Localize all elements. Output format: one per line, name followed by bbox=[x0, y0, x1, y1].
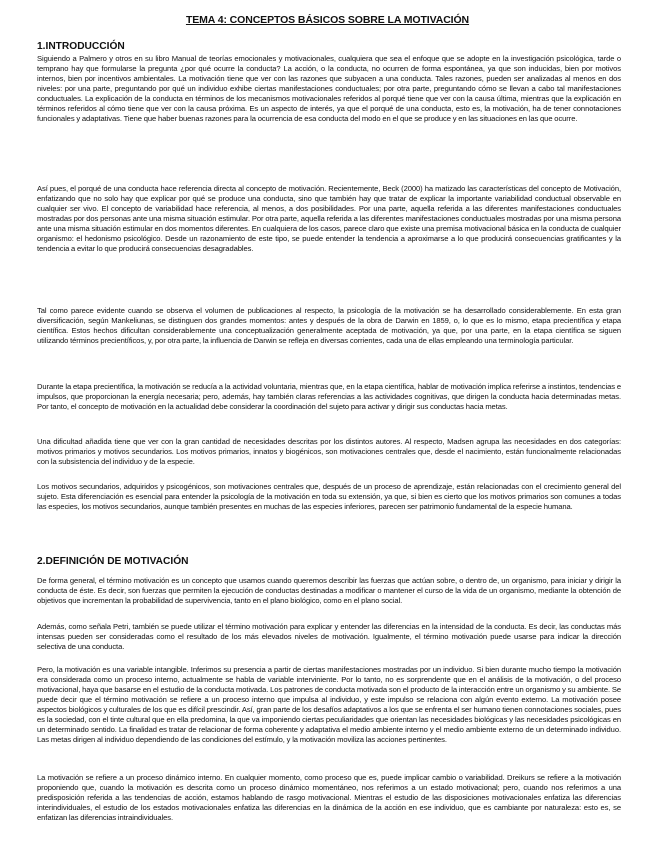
document-title: TEMA 4: CONCEPTOS BÁSICOS SOBRE LA MOTIVACIÓN bbox=[185, 14, 470, 26]
paragraph: Pero, la motivación es una variable intangible. Inferimos su presencia a partir de ciertas manifestaciones mostradas por un individuo. Si bien durante mucho tiempo la motivación era considerada como un proceso interno, actualmente se habla de variable interviniente. Por lo tanto, no es sorprendente que en el análisis de la motivación, o del proceso motivacional, haya que basarse en el estudio de la conducta motivada. Los patrones de conducta motivada son el producto de la interacción entre un organismo y su ambiente. Se puede decir que el término motivación se refiere a un proceso interno que impulsa al individuo, y este impulso se relaciona con algún evento externo. La motivación posee aspectos biológicos y culturales de los que es difícil prescindir. Así, gran parte de los desafíos adaptativos a los que se enfrenta el ser humano tienen connotaciones sociales, pues es la sociedad, con el tinte cultural que en ella predomina, la que va imponiendo ciertas peculiaridades que orientan las necesidades biológicas y las necesidades psicológicas en un determinado sentido. La finalidad es tratar de relacionar de forma coherente y adaptativa el medio ambiente interno y el medio ambiente externo de un determinado individuo. Las metas dirigen al individuo dependiendo de las condiciones del estímulo, y la motivación moviliza las acciones pertinentes. bbox=[37, 665, 621, 744]
section-heading-introduccion: 1.INTRODUCCIÓN bbox=[37, 41, 125, 52]
paragraph: Siguiendo a Palmero y otros en su libro Manual de teorías emocionales y motivacionales, cualquiera que sea el enfoque que se adopte en la investigación psicológica, tarde o temprano hay que formularse la pregunta ¿por qué ocurre la conducta? La acción, o la conducta, no ocurren de forma espontánea, ya que son inducidas, bien por motivos internos, bien por incentivos ambientales. La motivación tiene que ver con las razones que subyacen a una conducta. Tales razones, pueden ser analizadas al menos en dos niveles: por una parte, preguntando por qué un individuo exhibe ciertas manifestaciones conductuales; por otra parte, preguntando cómo se llevan a cabo tal manifestaciones conductuales. La explicación de la conducta en términos de los mecanismos motivacionales referidos al porqué tiene que ver con la causa última, mientras que la explicación en términos referidos al cómo tiene que ver con la causa próxima. Es un aspecto de interés, ya que el porqué de una conducta, esto es, la motivación, ha de tener connotaciones funcionales y adaptativas. Tiene que haber buenas razones para la ocurrencia de esa conducta del modo en el que se produce y en las situaciones en las que ocurre. bbox=[37, 54, 621, 123]
paragraph: De forma general, el término motivación es un concepto que usamos cuando queremos describir las fuerzas que actúan sobre, o dentro de, un organismo, para iniciar y dirigir la conducta de éste. Es decir, son fuerzas que permiten la ejecución de conductas destinadas a modificar o mantener el curso de la vida de un organismo, mediante la obtención de objetivos que incrementan la probabilidad de supervivencia, tanto en el plano biológico, como en el plano social. bbox=[37, 576, 621, 605]
paragraph: La motivación se refiere a un proceso dinámico interno. En cualquier momento, como proceso que es, puede implicar cambio o variabilidad. Dreikurs se refiere a la motivación proponiendo que, cuando la motivación es descrita como un proceso dinámico momentáneo, nos referimos a un estado motivacional; pero, cuando nos referimos a una predisposición referida a las tendencias de acción, estamos hablando de rasgo motivacional. Mientras el estudio de las disposiciones motivacionales enfatiza las diferencias interindividuales, el estudio de los estados motivacionales enfatiza las diferencias en la dinámica de la acción en ese individuo, que es cambiante por naturaleza: esto es, se enfatizan las diferencias intraindividuales. bbox=[37, 773, 621, 822]
section-heading-definicion: 2.DEFINICIÓN DE MOTIVACIÓN bbox=[37, 556, 189, 567]
paragraph: Los motivos secundarios, adquiridos y psicogénicos, son motivaciones centrales que, después de un proceso de aprendizaje, están relacionadas con el crecimiento general del sujeto. Esta diferenciación es esencial para entender la psicología de la motivación en toda su extensión, ya que, si bien es cierto que los motivos primarios son comunes a todas las especies, los motivos secundarios, aunque también presentes en muchas de las especies inferiores, parecen ser patrimonio fundamental de la especie humana. bbox=[37, 482, 621, 511]
paragraph: Durante la etapa precientífica, la motivación se reducía a la actividad voluntaria, mientras que, en la etapa científica, hablar de motivación implica referirse a instintos, tendencias e impulsos, que proporcionan la energía necesaria; pero, además, hay también claras referencias a las actividades cognitivas, que dirigen la conducta hacia determinadas metas. Por tanto, el concepto de motivación en la actualidad debe considerar la coordinación del sujeto para activar y dirigir sus conductas hacia metas. bbox=[37, 382, 621, 411]
paragraph: Tal como parece evidente cuando se observa el volumen de publicaciones al respecto, la psicología de la motivación se ha desarrollado considerablemente. En esta gran diversificación, según Mankeliunas, se distinguen dos grandes momentos: antes y después de la obra de Darwin en 1859, o, lo que es lo mismo, etapa precientífica y etapa científica. Estos hechos dificultan considerablemente una conceptualización generalmente aceptada de motivación, ya que, por una parte, en la etapa científica se siguen utilizando términos precientíficos, y, por otra parte, la influencia de Darwin se refleja en diversas corrientes, cada una de ellas empleando una terminología particular. bbox=[37, 306, 621, 345]
paragraph: Además, como señala Petri, también se puede utilizar el término motivación para explicar y entender las diferencias en la intensidad de la conducta. Es decir, las conductas más intensas pueden ser consideradas como el resultado de los más elevados niveles de motivación. Igualmente, el término motivación puede usarse para indicar la dirección selectiva de una conducta. bbox=[37, 622, 621, 651]
paragraph: Así pues, el porqué de una conducta hace referencia directa al concepto de motivación. Recientemente, Beck (2000) ha matizado las características del concepto de Motivación, enfatizando que no solo hay que explicar por qué se produce una conducta, sino que también hay que tratar de explicar la importante variabilidad conductual observable en cualquier ser vivo. El concepto de variabilidad hace referencia, al menos, a dos posibilidades. Por una parte, aquella referida a las diferentes manifestaciones conductuales mostradas por dos personas ante una misma situación estimular. Por otra parte, aquella referida a las diferentes manifestaciones conductuales mostradas por una misma persona ante una misma situación estimular en dos momentos diferentes. En cualquiera de los casos, parece claro que existe una premisa motivacional básica en la conducta de cualquier organismo: el hedonismo psicológico. Desde un razonamiento de este tipo, se puede entender la tendencia a aproximarse a lo que producirá consecuencias gratificantes y la tendencia a evitar lo que producirá consecuencias desagradables. bbox=[37, 184, 621, 253]
paragraph: Una dificultad añadida tiene que ver con la gran cantidad de necesidades descritas por los distintos autores. Al respecto, Madsen agrupa las necesidades en dos categorías: motivos primarios y motivos secundarios. Los motivos primarios, innatos y biogénicos, son motivaciones centrales que, desde el nacimiento, están funcionalmente relacionadas con la subsistencia del individuo y de la especie. bbox=[37, 437, 621, 466]
